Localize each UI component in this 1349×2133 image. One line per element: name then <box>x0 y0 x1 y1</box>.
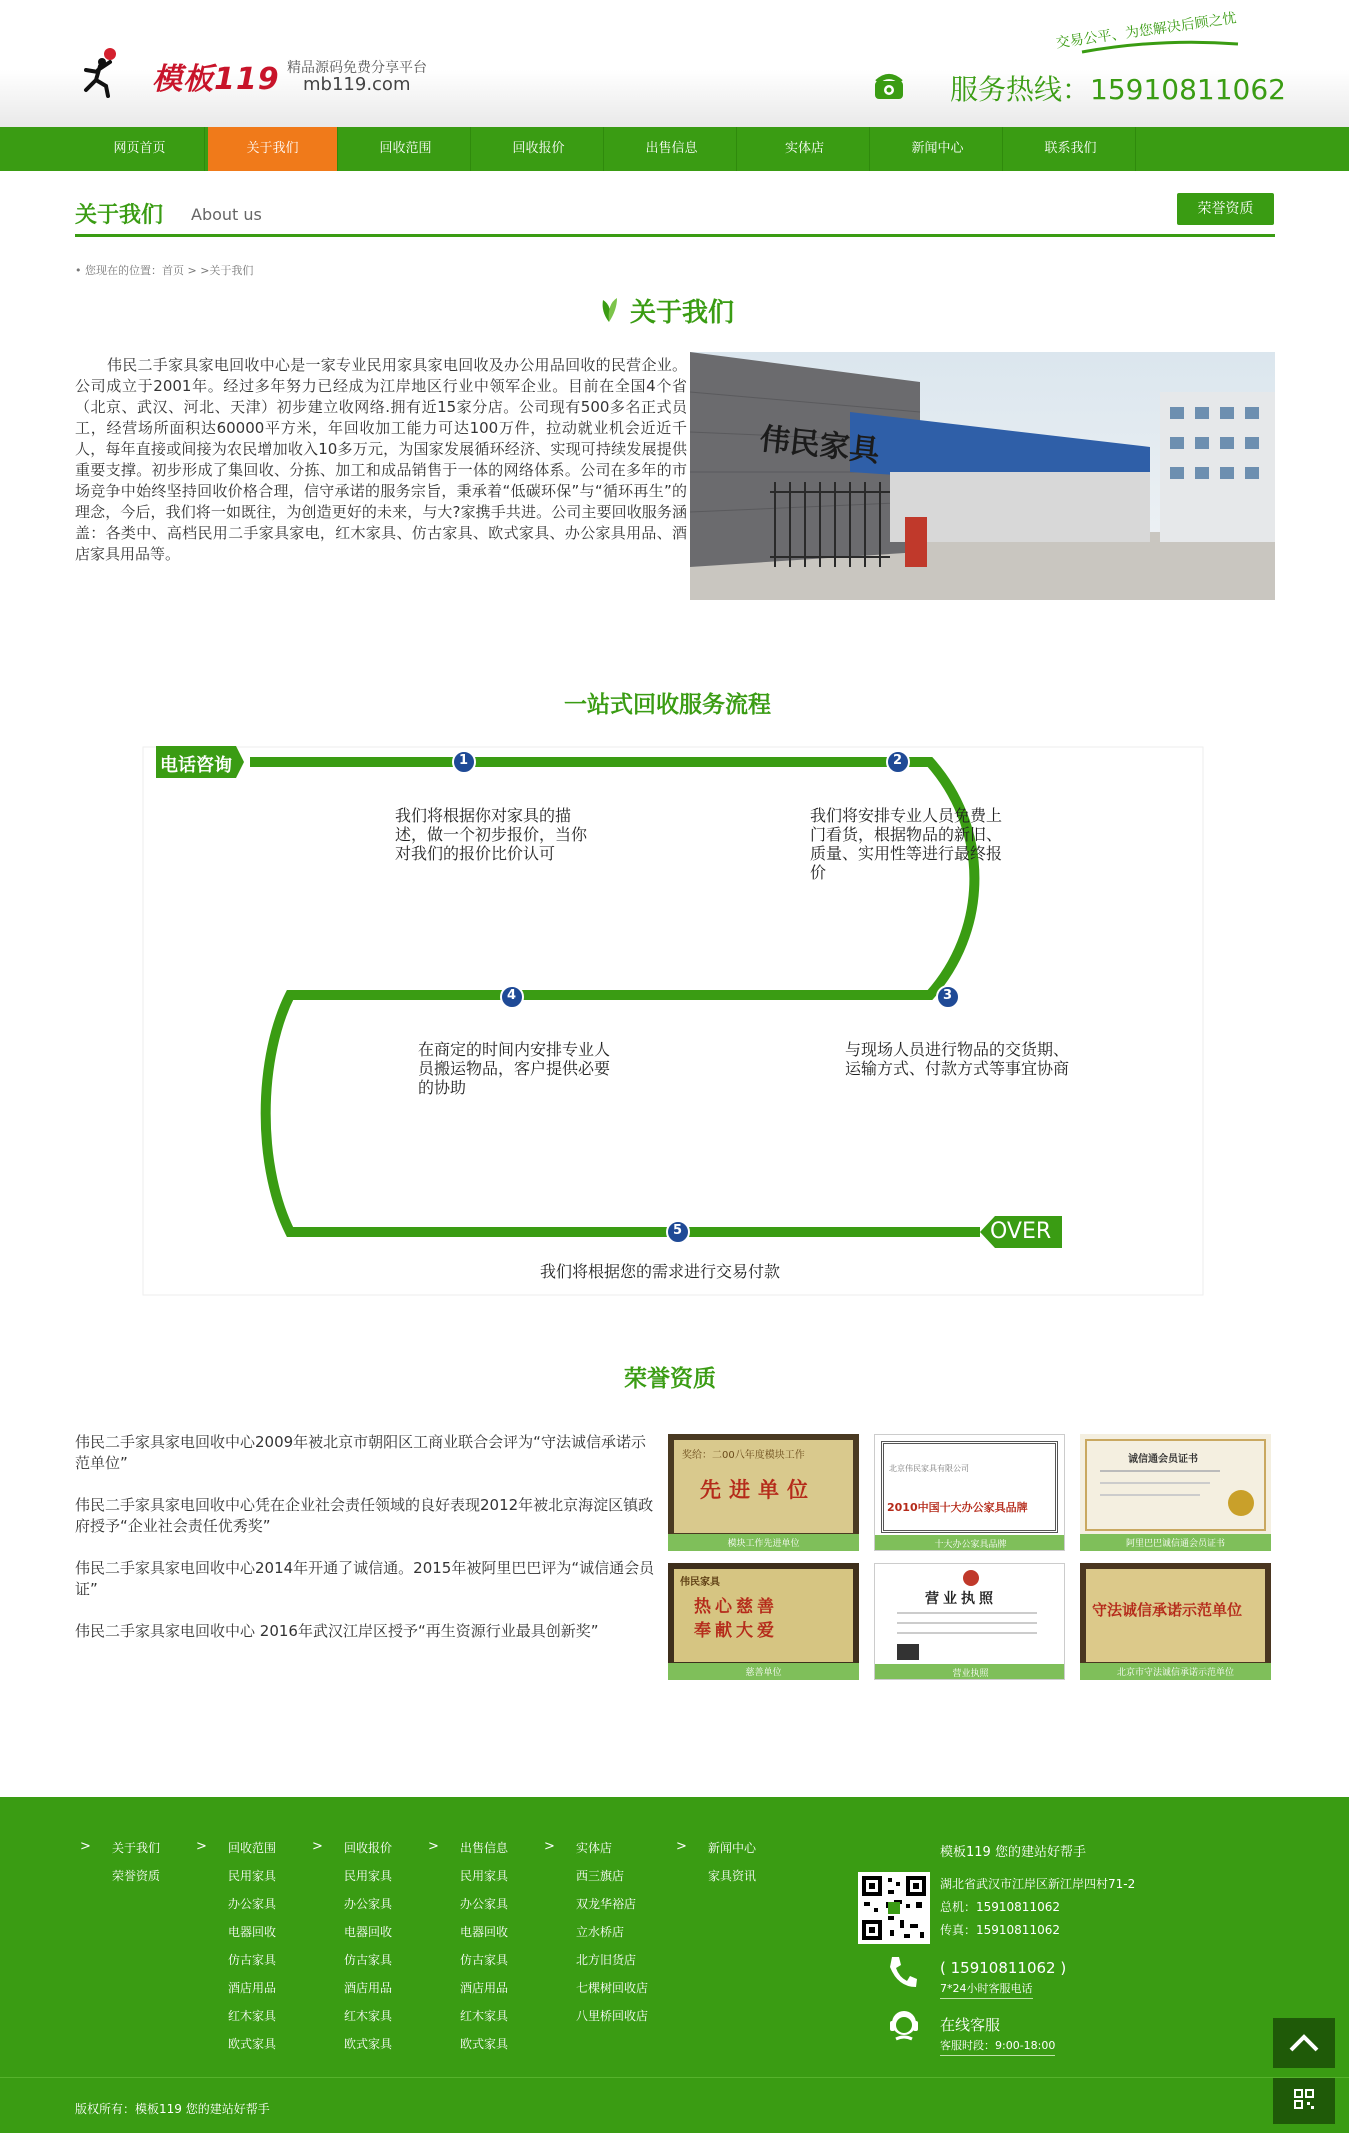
footer-col-about <box>80 1839 161 1895</box>
step-number-4: 4 <box>507 988 517 1003</box>
qr-popup-button[interactable] <box>1273 2078 1335 2124</box>
footer-link[interactable]: 七棵树回收店 <box>576 1981 649 1995</box>
about-section-title: 关于我们 <box>630 298 735 328</box>
footer-link[interactable]: 办公家具 <box>228 1897 277 1911</box>
footer-link[interactable]: 红木家具 <box>460 2009 509 2023</box>
page-subtitle: About us <box>191 205 262 224</box>
footer-link[interactable]: 酒店用品 <box>228 1981 277 1995</box>
footer-divider <box>0 2077 1349 2078</box>
online-service-link[interactable]: 在线客服 <box>940 2016 1001 2034</box>
logo-tagline: 精品源码免费分享平台 <box>287 60 427 76</box>
step-text-1: 我们将根据你对家具的描述，做一个初步报价，当你对我们的报价比价认可 <box>395 806 588 863</box>
cert-1[interactable] <box>668 1434 859 1551</box>
step-text-3: 与现场人员进行物品的交货期、运输方式、付款方式等事宜协商 <box>845 1040 1070 1078</box>
page-title: 关于我们 <box>75 203 164 228</box>
leaf-icon <box>597 294 621 324</box>
footer-link[interactable]: 八里桥回收店 <box>576 2009 649 2023</box>
footer-hotline: ( 15910811062 ) <box>940 1959 1067 1977</box>
footer-link[interactable]: 民用家具 <box>228 1869 277 1883</box>
footer-link[interactable]: 电器回收 <box>344 1925 393 1939</box>
cert-3-caption: 阿里巴巴诚信通会员证书 <box>1125 1539 1225 1549</box>
footer-link[interactable]: 仿古家具 <box>228 1953 277 1967</box>
online-service-hours: 客服时段：9:00-18:00 <box>940 2037 1055 2056</box>
step-text-5: 我们将根据您的需求进行交易付款 <box>540 1262 781 1281</box>
nav-item-contact[interactable]: 联系我们 <box>1006 127 1136 171</box>
factory-sign: 伟民家具 <box>758 421 882 470</box>
honors-section-title: 荣誉资质 <box>624 1366 716 1392</box>
footer-address: 湖北省武汉市江岸区新江岸四村71-2 <box>940 1877 1136 1891</box>
process-start-label: 电话咨询 <box>160 755 232 776</box>
footer-link[interactable]: 北方旧货店 <box>576 1953 637 1967</box>
step-number-1: 1 <box>459 753 469 768</box>
cert-1-top: 奖给：二00八年度模块工作 <box>682 1450 805 1461</box>
copyright: 版权所有：模板119 您的建站好帮手 <box>75 2102 270 2116</box>
footer-arrow-icon: > <box>676 1839 687 1854</box>
logo-domain: mb119.com <box>303 74 411 95</box>
cert-2-main: 2010中国十大办公家具品牌 <box>887 1501 1028 1514</box>
footer-arrow-icon: > <box>428 1839 439 1854</box>
step-number-3: 3 <box>943 988 953 1003</box>
footer-phone: 总机：15910811062 <box>940 1900 1060 1914</box>
nav-item-sale[interactable]: 出售信息 <box>607 127 737 171</box>
footer-link[interactable]: 电器回收 <box>228 1925 277 1939</box>
nav-item-about[interactable]: 关于我们 <box>208 127 338 171</box>
footer-col-news <box>676 1839 757 1895</box>
footer-link[interactable]: 欧式家具 <box>460 2037 509 2051</box>
cert-3-main: 诚信通会员证书 <box>1128 1454 1198 1465</box>
honors-button[interactable]: 荣誉资质 <box>1177 193 1274 225</box>
footer-arrow-icon: > <box>312 1839 323 1854</box>
process-end-label: OVER <box>990 1219 1052 1244</box>
cert-2-top: 北京伟民家具有限公司 <box>889 1464 969 1473</box>
nav-item-news[interactable]: 新闻中心 <box>873 127 1003 171</box>
cert-2[interactable] <box>874 1434 1065 1551</box>
footer-link[interactable]: 酒店用品 <box>344 1981 393 1995</box>
phone-icon <box>873 73 905 101</box>
footer-col-sale <box>428 1839 509 2063</box>
process-path <box>140 742 1210 1302</box>
footer-link[interactable]: 办公家具 <box>344 1897 393 1911</box>
honor-text-1: 伟民二手家具家电回收中心2009年被北京市朝阳区工商业联合会评为“守法诚信承诺示范单位” <box>75 1433 646 1472</box>
breadcrumb[interactable]: • 您现在的位置：首页 > >关于我们 <box>75 264 254 277</box>
logo-runner-icon <box>80 48 124 98</box>
header-slogan: 交易公平、为您解决后顾之忧 <box>1054 10 1238 52</box>
cert-4-main: 热心慈善 奉献大爱 <box>694 1597 778 1641</box>
footer-link[interactable]: 立水桥店 <box>576 1925 625 1939</box>
step-number-5: 5 <box>673 1223 683 1238</box>
footer-link[interactable]: 红木家具 <box>228 2009 277 2023</box>
cert-6-caption: 北京市守法诚信承诺示范单位 <box>1116 1668 1234 1678</box>
footer-col-head[interactable]: 回收范围 <box>228 1841 277 1855</box>
heading-divider <box>75 234 1275 237</box>
footer-col-head[interactable]: 出售信息 <box>460 1841 509 1855</box>
cert-4[interactable] <box>668 1563 859 1680</box>
footer-company: 模板119 您的建站好帮手 <box>940 1845 1086 1860</box>
honor-text-3: 伟民二手家具家电回收中心2014年开通了诚信通。2015年被阿里巴巴评为“诚信通会员证” <box>75 1559 655 1598</box>
cert-5[interactable] <box>874 1563 1065 1680</box>
factory-illustration <box>690 352 1275 600</box>
footer-col-head[interactable]: 实体店 <box>576 1841 613 1855</box>
step-text-4: 在商定的时间内安排专业人员搬运物品，客户提供必要的协助 <box>418 1040 611 1097</box>
phone-handset-icon <box>886 1955 918 1989</box>
footer-link[interactable]: 西三旗店 <box>576 1869 625 1883</box>
footer-link[interactable]: 酒店用品 <box>460 1981 509 1995</box>
cert-3[interactable] <box>1080 1434 1271 1551</box>
footer-arrow-icon: > <box>196 1839 207 1854</box>
step-text-2: 我们将安排专业人员免费上门看货，根据物品的新旧、质量、实用性等进行最终报价 <box>810 806 1003 882</box>
footer-col-scope <box>196 1839 277 2063</box>
qr-code-icon <box>858 1872 930 1944</box>
cert-4-top: 伟民家具 <box>680 1577 720 1588</box>
cert-5-main: 营业执照 <box>925 1591 997 1607</box>
slogan-swoosh-icon <box>1080 40 1240 54</box>
footer-fax: 传真：15910811062 <box>940 1923 1060 1937</box>
cert-5-caption: 营业执照 <box>952 1669 989 1679</box>
nav-item-stores[interactable]: 实体店 <box>740 127 870 171</box>
footer-hotline-note: 7*24小时客服电话 <box>940 1980 1033 1999</box>
footer-link[interactable]: 家具资讯 <box>708 1869 757 1883</box>
footer-col-quote <box>312 1839 393 2063</box>
process-flow <box>140 742 1210 1302</box>
footer-link[interactable]: 仿古家具 <box>460 1953 509 1967</box>
footer-link[interactable]: 仿古家具 <box>344 1953 393 1967</box>
cert-6-main: 守法诚信承诺示范单位 <box>1092 1601 1243 1619</box>
site-footer <box>0 1797 1349 2133</box>
footer-link[interactable]: 双龙华裕店 <box>576 1897 637 1911</box>
qr-small-icon <box>1273 2078 1335 2124</box>
header-hotline: 服务热线：15910811062 <box>950 73 1286 106</box>
cert-6[interactable] <box>1080 1563 1271 1680</box>
step-number-2: 2 <box>893 753 903 768</box>
footer-link[interactable]: 欧式家具 <box>344 2037 393 2051</box>
cert-1-main: 先进单位 <box>700 1477 816 1502</box>
cert-4-caption: 慈善单位 <box>745 1668 782 1678</box>
nav-item-home[interactable]: 网页首页 <box>75 127 205 171</box>
footer-link[interactable]: 办公家具 <box>460 1897 509 1911</box>
factory-photo <box>690 352 1275 600</box>
footer-col-head[interactable]: 新闻中心 <box>708 1841 757 1855</box>
footer-arrow-icon: > <box>80 1839 91 1854</box>
chevron-up-icon <box>1273 2018 1335 2068</box>
footer-col-head[interactable]: 回收报价 <box>344 1841 393 1855</box>
footer-link[interactable]: 荣誉资质 <box>112 1869 161 1883</box>
footer-arrow-icon: > <box>544 1839 555 1854</box>
main-nav <box>0 127 1349 171</box>
honor-text-2: 伟民二手家具家电回收中心凭在企业社会责任领域的良好表现2012年被北京海淀区镇政府授予“企业社会责任优秀奖” <box>75 1496 654 1535</box>
footer-col-head[interactable]: 关于我们 <box>112 1841 161 1855</box>
about-paragraph: 伟民二手家具家电回收中心是一家专业民用家具家电回收及办公用品回收的民营企业。公司成立于2001年。经过多年努力已经成为江岸地区行业中领军企业。目前在全国4个省（北京、武汉、河北、天津）初步建立收网络.拥有近15家分店。公司现有500多名正式员工，经营场所面积达60000平方米，年回收加工能力可达100万件，拉动就业机会近近千人，每年直接或间接为农民增加收入10多万元，为国家发展循环经济、实现可持续发展提供重要支撑。初步形成了集回收、分拣、加工和成品销售于一体的网络体系。公司在多年的市场竞争中始终坚持回收价格合理，信守承诺的服务宗旨，秉承着“低碳环保”与“循环再生”的理念，今后，我们将一如既往，为创造更好的未来，与大?家携手共进。公司主要回收服务涵盖：各类中、高档民用二手家具家电，红木家具、仿古家具、欧式家具、办公家具用品、酒店家具用品等。 <box>75 356 687 563</box>
customer-service-icon[interactable] <box>888 2007 920 2043</box>
cert-1-caption: 模块工作先进单位 <box>727 1539 800 1549</box>
honor-text-4: 伟民二手家具家电回收中心 2016年武汉江岸区授予“再生资源行业最具创新奖” <box>75 1622 599 1640</box>
back-to-top-button[interactable] <box>1273 2018 1335 2068</box>
process-section-title: 一站式回收服务流程 <box>564 692 771 718</box>
cert-2-caption: 十大办公家具品牌 <box>934 1540 1007 1550</box>
nav-item-quote[interactable]: 回收报价 <box>474 127 604 171</box>
footer-link[interactable]: 红木家具 <box>344 2009 393 2023</box>
footer-link[interactable]: 电器回收 <box>460 1925 509 1939</box>
footer-col-stores <box>544 1839 649 2035</box>
logo-text[interactable]: 模板119 <box>152 62 280 97</box>
site-header <box>0 0 1349 127</box>
nav-item-scope[interactable]: 回收范围 <box>341 127 471 171</box>
footer-link[interactable]: 民用家具 <box>460 1869 509 1883</box>
footer-link[interactable]: 欧式家具 <box>228 2037 277 2051</box>
footer-link[interactable]: 民用家具 <box>344 1869 393 1883</box>
